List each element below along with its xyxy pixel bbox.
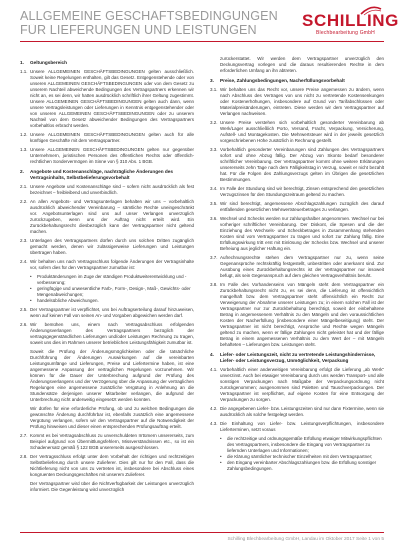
- clause-number: 3.6.: [210, 216, 218, 221]
- clause-text: Unsere ALLGEMEINEN GESCHÄFTSBEDINGUNGEN gelten nur gegenüber Unternehmern, juristischen Personen des öffentlichen Rechts oder öffentlich-rechtlichen Sondervermögen im Sinne von § 310 Abs. 1 BGB.: [30, 147, 194, 164]
- clause-number: 3.2.: [210, 120, 218, 125]
- bullet-item: [30, 274, 194, 286]
- clause-text: Vorbehaltlich gesonderter Vereinbarungen sind Zahlungen des Vertragspartners sofort und ohne Abzug fällig. Der Abzug von Skonto bedarf besonderer schriftlicher Vereinbarung. Der Vertragspartner kommt ohne weitere Erklärungen unsererseits zehn Tage nach dem Fälligkeitstag in Verzug, soweit er nicht bezahlt hat. Für die Folgen des Zahlungsverzugs gelten im Übrigen die gesetzlichen Bestimmungen.: [220, 147, 384, 182]
- bullet-list: [30, 274, 194, 304]
- bullet-icon: •: [30, 298, 32, 303]
- clause-paragraph: [210, 282, 384, 348]
- clause-paragraph: [210, 120, 384, 144]
- document-title-line-2: FÜR LIEFERUNGEN UND LEISTUNGEN: [20, 23, 257, 37]
- bullet-text: Produktänderungen im Zuge der ständigen Produktweiterentwicklung und -verbesserung;: [37, 274, 187, 285]
- clause-paragraph: [210, 421, 384, 433]
- clause-paragraph: [20, 147, 194, 165]
- clause-number: 4.2.: [210, 406, 218, 411]
- document-title: [20, 10, 290, 37]
- bullet-icon: •: [220, 460, 222, 465]
- clause-paragraph: [210, 406, 384, 418]
- section-number: 2.: [20, 169, 24, 174]
- clause-number: 2.1.: [20, 184, 28, 189]
- header-divider: [20, 41, 384, 42]
- clause-text: Die Einhaltung von Liefer- bzw. Leistungsverpflichtungen, insbesondere Lieferterminen, setzt voraus: [220, 421, 384, 432]
- clause-number: [20, 406, 30, 430]
- clause-paragraph: [20, 307, 194, 319]
- clause-paragraph: [210, 87, 384, 117]
- clause-text: Wir sind berechtigt, angemessene Abschlagszahlungen zuzüglich des darauf entfallenden gesetzlichen Mehrwertsteuerbetrages zu verlangen.: [220, 201, 384, 212]
- clause-text: Unterlagen des Vertragspartners dürfen durch uns solchen Dritten zugänglich gemacht werden, denen wir zulässigerweise Lieferungen und Leistungen übertragen haben.: [30, 238, 194, 255]
- bullet-item: [30, 298, 194, 304]
- clause-number: 2.7.: [20, 433, 28, 438]
- clause-number: 1.1.: [20, 69, 28, 74]
- clause-paragraph: [210, 147, 384, 183]
- clause-paragraph: [20, 184, 194, 196]
- clause-text: Wir dürfen für eine erforderliche Prüfung, ob und zu welchen Bedingungen die gewünschte Änderung durchführbar ist, ebenfalls zusätzlich eine angemessene Vergütung verlangen, sofern wir den Vertragspartner auf die Notwendigkeit der Prüfung hinweisen und dieser einen entsprechenden Prüfungsauftrag erteilt.: [30, 406, 194, 429]
- clause-paragraph: [210, 255, 384, 279]
- clause-number: 2.2.: [20, 199, 28, 204]
- bullet-text: die Klärung sämtlicher technischer Einzelheiten mit dem Vertragspartner;: [227, 454, 373, 459]
- clause-text: Im Falle des Vorhandenseins von Mängeln steht dem Vertragspartner ein Zurückbehaltungsrecht nicht zu, es sei denn, die Lieferung ist offensichtlich mangelhaft bzw. dem Vertragspartner steht offensichtlich ein Recht zur Verweigerung der Abnahme unserer Leistungen zu; in einem solchen Fall ist der Vertragspartner nur zur Zurückbehaltung berechtigt, soweit der einbehaltene Betrag in angemessenem Verhältnis zu den Mängeln und den voraussichtlichen Kosten der Nacherfüllung (insbesondere einer Mängelbeseitigung) steht. Der Vertragspartner ist nicht berechtigt, Ansprüche und Rechte wegen Mängeln geltend zu machen, wenn er fällige Zahlungen nicht geleistet hat und der fällige Betrag in einem angemessenen Verhältnis zu dem Wert der – mit Mängeln behafteten – Lieferungen bzw. Leistungen steht.: [220, 282, 384, 347]
- logo-subtitle: Blechbearbeitung GmbH: [316, 30, 375, 36]
- bullet-list: [220, 436, 384, 472]
- clause-paragraph: [20, 454, 194, 478]
- bullet-item: [30, 286, 194, 298]
- bullet-text: die rechtzeitige und ordnungsgemäße Erfüllung etwaiger Mitwirkungspflichten des Vertragspartners, insbesondere die Eingang von Vertragspartner zu liefernden Unterlagen und Informationen;: [227, 436, 382, 453]
- clause-paragraph: [20, 322, 194, 346]
- clause-text: Wir behalten uns nach Vertragsschluss folgende Änderungen der Vertragsinhalte vor, sofern dies für den Vertragspartner zumutbar ist:: [30, 259, 194, 270]
- page-footer: Schilling Blechbearbeitung GmbH, Landau im Oktober 2017 Seite 1 von 5: [227, 537, 384, 542]
- clause-number: [210, 56, 220, 74]
- bullet-icon: •: [220, 436, 222, 441]
- clause-number: 3.1.: [210, 87, 218, 92]
- clause-number: 4.1.: [210, 367, 218, 372]
- clause-paragraph: [210, 367, 384, 403]
- page-header: [0, 0, 400, 46]
- clause-paragraph: [210, 56, 384, 74]
- bullet-item: [220, 460, 384, 472]
- clause-paragraph: [20, 433, 194, 451]
- clause-number: 1.2.: [20, 132, 28, 137]
- clause-paragraph: [20, 132, 194, 144]
- clause-text: Die angegebenen Liefer- bzw. Leistungszeiten sind nur dann Fixtermine, wenn sie ausdrücklich als solche festgelegt werden.: [220, 406, 384, 417]
- clause-number: 2.5.: [20, 307, 28, 312]
- clause-paragraph: [210, 186, 384, 198]
- clause-text: Vorbehaltlich einer anderweitigen Vereinbarung erfolgt die Lieferung „ab Werk“ unverzinst. Auch bei etwaiger Vereinbarung durch uns werden Transport- und alle sonstigen Verpackungen nach Maßgabe der Verpackungsordnung nicht zurückgenommen; ausgenommen sind Paletten und Tauschverpackungen. Der Vertragspartner ist verpflichtet, auf eigene Kosten für eine Entsorgung der Verpackungen zu sorgen.: [220, 367, 384, 402]
- clause-text: Kommt es bei Vertragsabschluss zu unverschuldeten Irrtümern unsererseits, zum Beispiel aufgrund von Übermittlungsfehlern, Missverständnissen etc., so ist ein Schadenersatz gemäß § 122 BGB unsererseits ausgeschlossen.: [30, 433, 194, 450]
- clause-number: 3.5.: [210, 201, 218, 206]
- clause-text: Unsere Angebote und Kostenanschläge sind – sofern nicht ausdrücklich als fest bezeichnet – freibleibend und unverbindlich.: [30, 184, 194, 195]
- clause-number: 4.3.: [210, 421, 218, 426]
- bullet-icon: •: [220, 454, 222, 459]
- clause-number: 3.4.: [210, 186, 218, 191]
- clause-text: Wir behalten uns das Recht vor, unsere Preise angemessen zu ändern, wenn nach Abschluss des Vertrages von uns nicht zu vertretende Kostensenkungen oder Kostenerhöhungen, insbesondere auf Grund von Tarifabschlüssen oder Materialpreisänderungen, eintreten. Diese werden wir dem Vertragspartner auf Verlangen nachweisen.: [220, 87, 384, 116]
- clause-number: 2.4.: [20, 259, 28, 264]
- right-text-column: [210, 56, 384, 524]
- clause-paragraph: [20, 481, 194, 493]
- clause-paragraph: [20, 199, 194, 235]
- clause-text: Aufrechnungsrechte stehen dem Vertragspartner nur zu, wenn seine Gegenansprüche rechtskräftig festgestellt, unbestritten oder anerkannt sind. Zur Ausübung eines Zurückbehaltungsrechts ist der Vertragspartner nur insoweit befugt, als sein Gegenanspruch auf dem gleichen Vertragsverhältnis beruht.: [220, 255, 384, 278]
- clause-text: Soweit die Prüfung der Änderungsmöglichkeiten oder die tatsächliche Durchführung der Änderungen Auswirkungen auf die vereinbarten Leistungsumfänge und Lieferungen, Preise und Liefertermine haben, ist eine angemessene Anpassung der vertraglichen Regelungen vorzunehmen. Wir können für die Dauer der Unterbrechung aufgrund der Prüfung des Änderungsverlangens und der Verzögerung über die Anpassung der vertraglichen Regelungen eine angemessene zusätzliche Vergütung in Anlehnung an die Stundensätze derjenigen unserer Mitarbeiter verlangen, die aufgrund der Unterbrechung nicht anderweitig eingesetzt werden konnten.: [30, 349, 194, 402]
- logo-wordmark: SCHILLING: [302, 11, 400, 30]
- left-text-column: [20, 56, 194, 524]
- section-heading: [20, 60, 194, 66]
- section-title: Geltungsbereich: [30, 60, 67, 65]
- clause-text: Wechsel und Schecks werden nur zahlungshalber angenommen. Wechsel nur bei vorheriger schriftlicher Vereinbarung. Der Diskont, die Spesen und die der Einziehung des Wechsels- und Scheckbetrages in Zusammenhang stehenden Kosten sind vom Vertragspartner zu tragen und sofort zur Zahlung fällig. Eine Erfüllungswirkung tritt erst mit Einlösung der Schecks bzw. Wechsel und unserer Befreiung aus jeglicher Haftung ein.: [220, 216, 384, 251]
- clause-paragraph: [210, 201, 384, 213]
- clause-text: Der Vertragspartner ist verpflichtet, uns bei Auftragserteilung darauf hinzuweisen, wenn auf keinen Fall von seinen An- und Vorgaben abgewichen werden darf.: [30, 307, 194, 318]
- bullet-text: den Eingang vereinbarter Abschlagszahlungen bzw. die Erfüllung sonstiger Zahlungsbedingungen.: [227, 460, 377, 471]
- section-heading: [20, 169, 194, 181]
- section-title: Preise, Zahlungsbedingungen, Nacherfüllungsvorbehalt: [220, 78, 345, 83]
- company-logo: [302, 6, 400, 40]
- clause-number: 2.6.: [20, 322, 28, 327]
- clause-number: 3.3.: [210, 147, 218, 152]
- section-number: 1.: [20, 60, 24, 65]
- bullet-item: [220, 436, 384, 454]
- footer-divider: [20, 532, 384, 533]
- clause-text: An allen Angebots- und Vertragsunterlagen behalten wir uns – vorbehaltlich ausdrücklich abweichender Vereinbarung – sämtliche Rechte uneingeschränkt vor. Angebotsunterlagen sind uns auf unser Verlangen unverzüglich zurückzugeben, wenn uns der Auftrag nicht erteilt wird. Ein Zurückbehaltungsrecht diesbezüglich kann der Vertragspartner nicht geltend machen.: [30, 199, 194, 234]
- clause-text: Unsere ALLGEMEINEN GESCHÄFTSBEDINGUNGEN gelten auch für alle künftigen Geschäfte mit dem Vertragspartner.: [30, 132, 194, 143]
- clause-paragraph: [20, 69, 194, 129]
- clause-text: Unsere ALLGEMEINEN GESCHÄFTSBEDINGUNGEN gelten ausschließlich. Soweit keine Regelungen enthalten, gilt das Gesetz. Entgegenstehende oder von unseren ALLGEMEINEN GESCHÄFTSBEDINGUNGEN oder von dem Gesetz zu unserem Nachteil abweichende Bedingungen des Vertragspartners erkennen wir nicht an, es sei denn, wir hatten ausdrücklich schriftlich ihrer Geltung zugestimmt. Unsere ALLGEMEINEN GESCHÄFTSBEDINGUNGEN gelten auch dann, wenn unsere Vertragsleistungen oder Lieferungen in Kenntnis entgegenstehender oder von unseren ALLGEMEINEN GESCHÄFTSBEDINGUNGEN oder zu unserem Nachteil von dem Gesetz abweichender Bedingungen des Vertragspartners vorbehaltlos erbracht werden.: [30, 69, 194, 128]
- section-title: Liefer- oder Leistungszeit, nicht zu vertretende Leistungshindernisse, Liefer- oder Leistungsverzug, Unmöglichkeit, Verpackung: [220, 352, 376, 363]
- clause-number: 3.8.: [210, 282, 218, 287]
- clause-paragraph: [20, 259, 194, 271]
- clause-text: Wir bemühen uns, einem nach Vertragsabschluss erfolgenden Änderungsverlangen des Vertragspartners bezüglich der vertragsgegenständlichen Lieferungen und/oder Leistungen Rechnung zu tragen, soweit uns dies im Rahmen unserer betrieblichen Leistungsfähigkeit zumutbar ist.: [30, 322, 194, 345]
- clause-paragraph: [20, 238, 194, 256]
- clause-number: 1.3.: [20, 147, 28, 152]
- section-title: Angebote und Kostenanschläge, nachträgliche Änderungen des Vertragsinhalts, Selbstbelieferungsvorbehalt: [30, 169, 173, 180]
- clause-number: [20, 349, 30, 403]
- section-heading: [210, 352, 384, 364]
- bullet-text: geringfügige und unwesentliche Farb-, Form-, Design-, Maß-, Gewichts- oder Mengenabweichungen;: [37, 286, 191, 297]
- clause-paragraph: [20, 349, 194, 403]
- clause-paragraph: [20, 406, 194, 430]
- section-heading: [210, 78, 384, 84]
- document-title-line-1: ALLGEMEINE GESCHÄFTSBEDINGUNGEN: [20, 10, 278, 23]
- bullet-icon: •: [30, 274, 32, 279]
- clause-number: 2.8.: [20, 454, 28, 459]
- bullet-icon: •: [30, 286, 32, 291]
- clause-text: Im Falle der Stundung sind wir berechtigt, Zinsen entsprechend den gesetzlichen Verzugszinsen für den Stundungszeitraum geltend zu machen.: [220, 186, 384, 197]
- clause-text: Der Vertragsschluss erfolgt unter dem Vorbehalt der richtigen und rechtzeitigen Selbstbelieferung durch unsere Zulieferer. Dies gilt nur für den Fall, dass die Nichtlieferung nicht von uns zu vertreten ist, insbesondere bei Abschluss eines kongruenten Deckungsgeschäftes mit unserem Zulieferer.: [30, 454, 194, 477]
- clause-number: 3.7.: [210, 255, 218, 260]
- clause-paragraph: [210, 216, 384, 252]
- bullet-text: handelsübliche Abweichungen.: [37, 298, 99, 303]
- clause-text: Unsere Preise verstehen sich vorbehaltlich gesonderter Vereinbarung ab Werk/Lager ausschließlich Porto, Versand, Fracht, Verpackung, Versicherung, Aufstell- und Montagekosten. Die Mehrwertsteuer wird in der jeweils gesetzlich vorgeschriebenen Höhe zusätzlich in Rechnung gestellt.: [220, 120, 384, 143]
- clause-text: zurückerstattet. Wir werden dem Vertragspartner unverzüglich den Deckungsvertrag vorlegen und die daraus resultierenden Rechte in dem erforderlichen Umfang an ihn abtreten.: [220, 56, 384, 73]
- section-number: 3.: [210, 78, 214, 83]
- clause-text: Der Vertragspartner wird über die Nichtverfügbarkeit der Leistungen unverzüglich informiert. Die Gegenleistung wird unverzüglich: [30, 481, 194, 492]
- clause-number: [20, 481, 30, 493]
- section-number: 4.: [210, 352, 214, 357]
- clause-number: 2.3.: [20, 238, 28, 243]
